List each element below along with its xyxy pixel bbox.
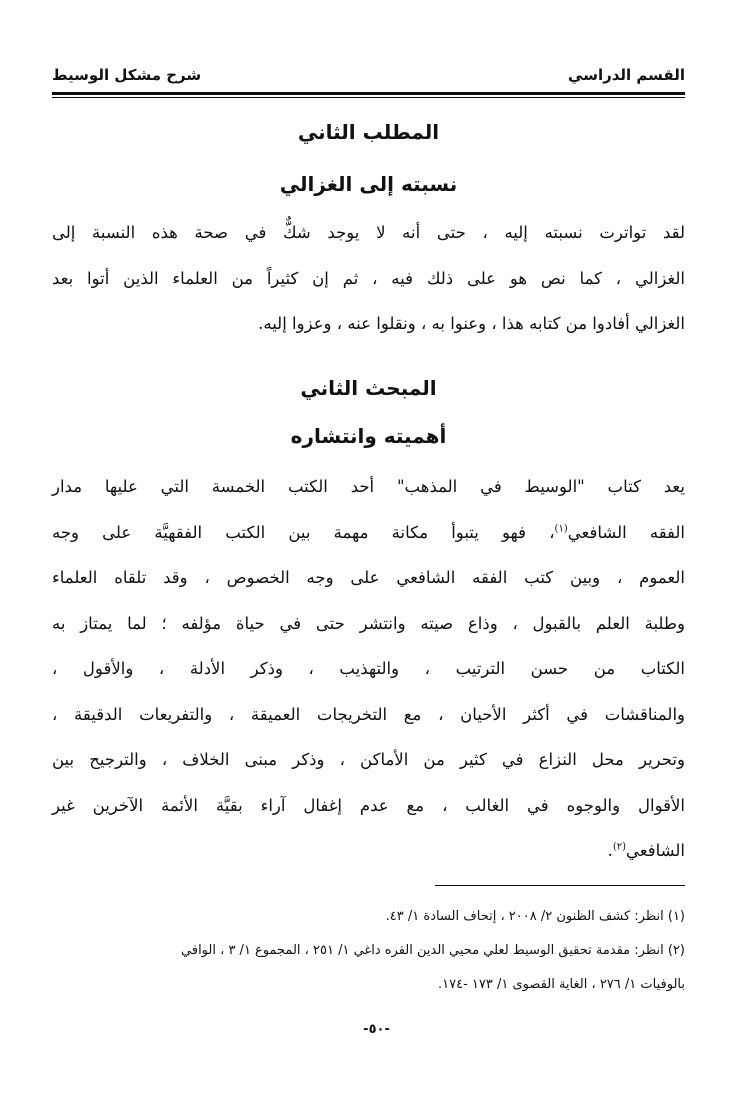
- section1-subtitle: نسبته إلى الغزالي: [279, 172, 458, 196]
- section2-subtitle: أهميته وانتشاره: [290, 424, 447, 448]
- paragraph-line: وطلبة العلم بالقبول ، وذاع صيته وانتشر حتى في حياة مؤلفه ؛ لما يمتاز به: [52, 613, 685, 633]
- paragraph-line: يعد كتاب "الوسيط في المذهب" أحد الكتب الخمسة التي عليها مدار: [52, 477, 685, 496]
- paragraph-line: العموم ، وبين كتب الفقه الشافعي على وجه الخصوص ، وقد تلقاه العلماء: [52, 568, 685, 587]
- paragraph-line: الغزالي أفادوا من كتابه هذا ، وعنوا به ، ونقلوا عنه ، وعزوا إليه.: [258, 314, 685, 333]
- header-rule: [52, 92, 685, 95]
- paragraph-text: الشافعي: [626, 841, 685, 860]
- running-header: [52, 62, 685, 88]
- paragraph-line: [52, 828, 685, 874]
- paragraph-line: وتحرير محل النزاع في كثير من الأماكن ، وذكر مبنى الخلاف ، والترجيح بين: [52, 750, 685, 769]
- section2-title: المبحث الثاني: [300, 376, 437, 400]
- footnote-ref-2[interactable]: (٢): [612, 841, 627, 853]
- paragraph-line: [52, 510, 685, 556]
- paragraph-line: الغزالي ، كما نص هو على ذلك فيه ، ثم إن كثيراً من العلماء الذين أتوا بعد: [52, 268, 685, 288]
- header-rule-thin: [52, 97, 685, 98]
- header-section-name: القسم الدراسي: [568, 66, 685, 84]
- footnote-1: (١) انظر: كشف الظنون ٢/ ٢٠٠٨ ، إتحاف السادة ١/ ٤٣.: [385, 909, 685, 924]
- paragraph-line: الكتاب من حسن الترتيب ، والتهذيب ، وذكر الأدلة ، والأقول ،: [52, 659, 685, 678]
- footnote-ref-1[interactable]: (١): [554, 523, 568, 534]
- paragraph-line: والمناقشات في أكثر الأحيان ، مع التخريجات العميقة ، والتفريعات الدقيقة ،: [52, 704, 685, 724]
- page-number: -٥٠-: [363, 1022, 390, 1037]
- section2-paragraph: [52, 464, 685, 874]
- section1-title: المطلب الثاني: [297, 120, 440, 144]
- paragraph-text: ، فهو يتبوأ مكانة مهمة بين الكتب الفقهيَّة على وجه: [52, 522, 555, 542]
- footnotes: [52, 900, 685, 1002]
- paragraph-text: الفقه الشافعي: [567, 522, 686, 542]
- footnote-2: (٢) انظر: مقدمة تحقيق الوسيط لعلي محيي الدين القره داغي ١/ ٢٥١ ، المجموع ١/ ٣ ، الوافي: [181, 943, 685, 958]
- footnote-2-continued: بالوفيات ١/ ٢٧٦ ، الغاية القصوى ١/ ١٧٣ -١٧٤.: [438, 977, 685, 992]
- paragraph-line: لقد تواترت نسبته إليه ، حتى أنه لا يوجد شكٌّ في صحة هذه النسبة إلى: [52, 223, 685, 242]
- section1-paragraph: [52, 210, 685, 347]
- footnote-separator: [435, 885, 685, 886]
- header-book-title: شرح مشكل الوسيط: [52, 66, 202, 84]
- paragraph-text: .: [607, 841, 613, 860]
- paragraph-line: الأقوال والوجوه في الغالب ، مع عدم إغفال آراء بقيَّة الأئمة الآخرين غير: [52, 795, 685, 815]
